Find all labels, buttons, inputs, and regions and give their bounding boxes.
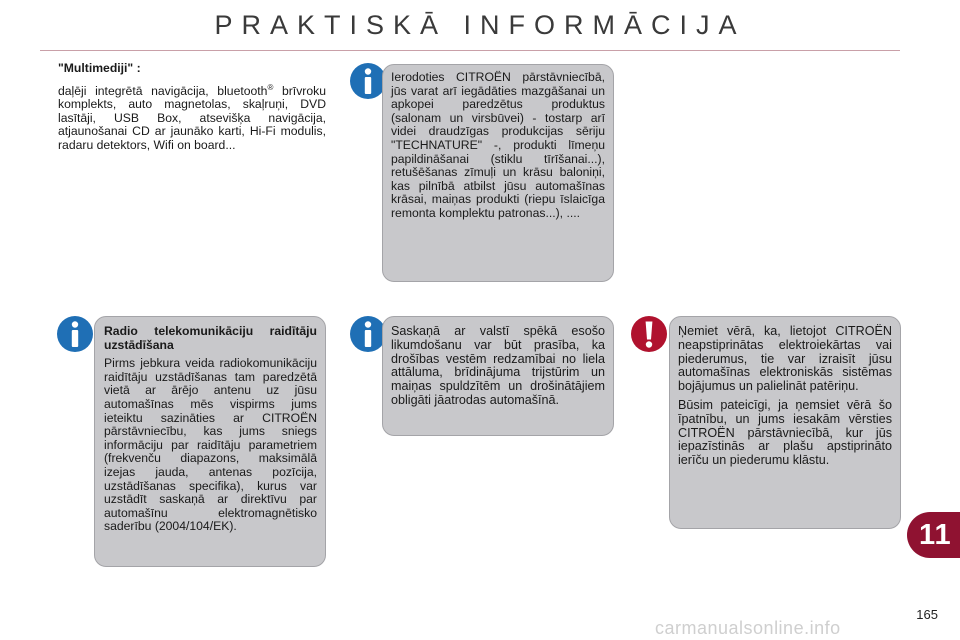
multimedia-text-part2: brīvroku komplekts, auto magnetolas, skaļruņi, DVD lasītāji, USB Box, atsevišķa navigācija, atjaunošanai CD ar jaunāko karti, Hi-Fi modulis, radaru detektors, Wifi on board... [58, 83, 326, 153]
warning-text-1: Ņemiet vērā, ka, lietojot CITROËN neapstiprinātas elektroiekārtas vai piederumus, tie var izraisīt jūsu automašīnas elektroniskās sistēmas bojājumus un palielināt patēriņu. [678, 324, 892, 394]
multimedia-text [58, 81, 326, 153]
warning-text-2: Būsim pateicīgi, ja ņemsiet vērā šo īpatnību, un jums iesakām vērsties CITROËN pārstāvniecībā, kur jūs iepazīstinās ar plašu apstiprināto ierīču un piederumu klāstu. [678, 397, 892, 468]
info-box-safety-law [382, 316, 614, 436]
info-box-radio [94, 316, 326, 567]
chapter-tab: 11 [907, 512, 960, 558]
info-box-accessories-text: Ierodoties CITROËN pārstāvniecībā, jūs varat arī iegādāties mazgāšanai un apkopei paredzētus produktus (salonam un virsbūvei) - tostarp arī videi draudzīgas produkcijas sēriju "TECHNATURE" -, produkti līmeņu papildināšanai (stiklu tīrīšanai...), retušēšanas zīmuļi un krāsu baloniņi, kas pilnībā atbilst jūsu automašīnas krāsai, maiņas produkti (riepu īslaicīga remonta komplektu patronas...), .... [391, 70, 605, 220]
page-number: 165 [916, 607, 938, 622]
multimedia-text-part1: daļēji integrētā navigācija, bluetooth [58, 83, 268, 98]
info-box-accessories [382, 64, 614, 282]
watermark: carmanualsonline.info [655, 618, 841, 638]
warning-box-electronics [669, 316, 901, 529]
title-divider [40, 50, 900, 51]
radio-heading: Radio telekomunikāciju raidītāju uzstādīšana [104, 324, 317, 352]
registered-mark: ® [267, 82, 274, 92]
info-icon [56, 315, 94, 353]
multimedia-heading: "Multimediji" : [58, 61, 141, 75]
multimedia-section [58, 62, 326, 153]
radio-text: Pirms jebkura veida radiokomunikāciju raidītāju uzstādīšanas tam paredzētā vietā ar ārējo antenu uz jūsu automašīnas mēs vispirms jums ieteiktu sazināties ar CITROËN pārstāvniecību, kas jums sniegs informāciju par raidītāju parametriem (frekvenču diapazons, maksimālā izejas jauda, antenas pozīcija, uzstādīšanas specifika), kurus var uzstādīt saskaņā ar direktīvu par automašīnu elektromagnētisko saderību (2004/104/EK). [104, 356, 317, 534]
warning-icon [630, 315, 668, 353]
page-title: PRAKTISKĀ INFORMĀCIJA [214, 10, 746, 40]
safety-law-text: Saskaņā ar valstī spēkā esošo likumdošanu var būt prasība, ka drošības vestēm redzamībai no liela attāluma, brīdinājuma trijstūrim un maiņas spuldzītēm un drošinātājiem obligāti jāatrodas automašīnā. [391, 324, 605, 407]
